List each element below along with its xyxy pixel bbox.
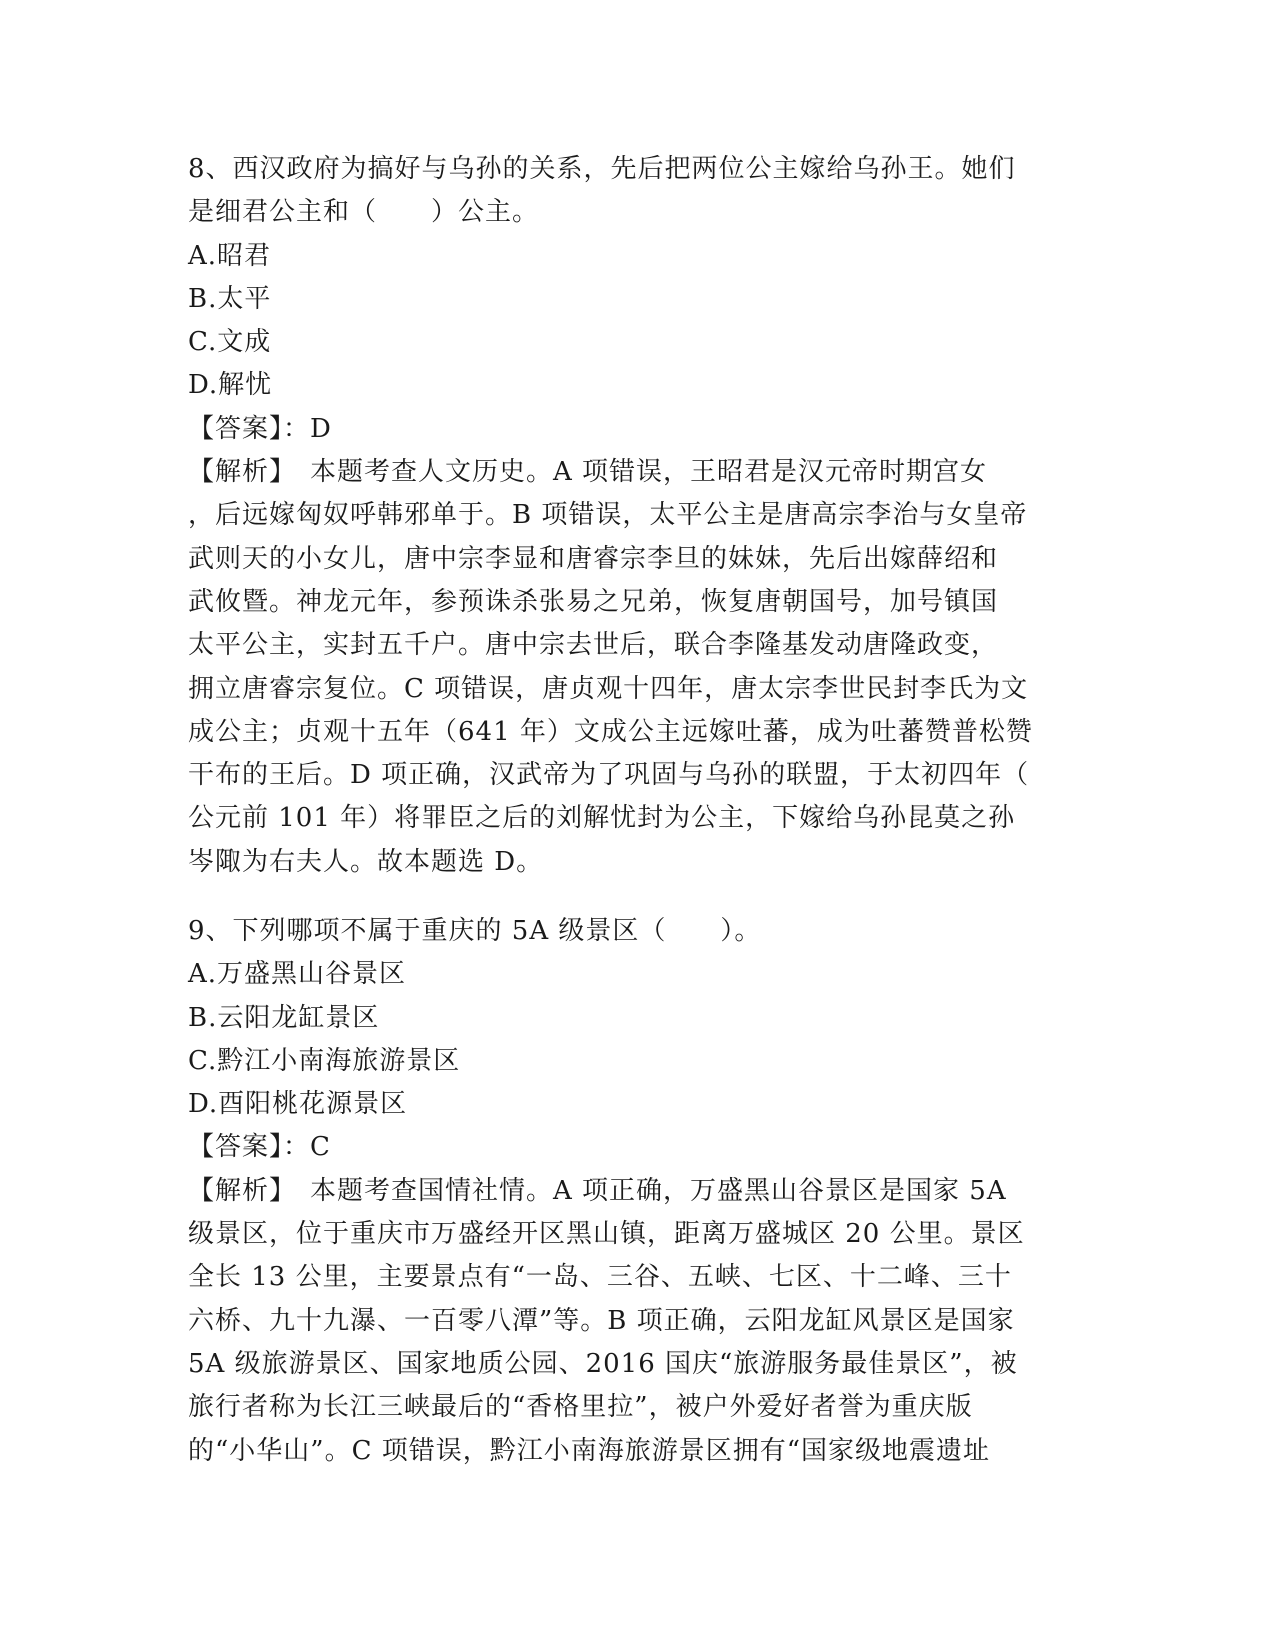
question-8-analysis-line: 干布的王后。D 项正确，汉武帝为了巩固与乌孙的联盟，于太初四年（ — [188, 760, 1030, 791]
question-9-option-c: C.黔江小南海旅游景区 — [188, 1045, 461, 1076]
question-8-analysis-line: 武则天的小女儿，唐中宗李显和唐睿宗李旦的妹妹，先后出嫁薛绍和 — [188, 543, 999, 574]
question-9-analysis-line: 六桥、九十九瀑、一百零八潭”等。B 项正确，云阳龙缸风景区是国家 — [188, 1305, 1015, 1336]
question-8-analysis-line: ，后远嫁匈奴呼韩邪单于。B 项错误，太平公主是唐高宗李治与女皇帝 — [188, 500, 1028, 531]
question-8 — [188, 148, 1088, 884]
question-9-analysis-line: 【解析】 本题考查国情社情。A 项正确，万盛黑山谷景区是国家 5A — [188, 1175, 1007, 1206]
question-8-analysis-line: 太平公主，实封五千户。唐中宗去世后，联合李隆基发动唐隆政变， — [188, 630, 999, 661]
question-8-answer: 【答案】：D — [188, 413, 332, 444]
question-9-stem-line-1: 9、下列哪项不属于重庆的 5A 级景区（ ）。 — [188, 916, 762, 946]
question-9-analysis-line: 全长 13 公里，主要景点有“一岛、三谷、五峡、七区、十二峰、三十 — [188, 1262, 1012, 1293]
question-9-analysis-line: 的“小华山”。C 项错误，黔江小南海旅游景区拥有“国家级地震遗址 — [188, 1435, 991, 1466]
question-8-analysis-line: 公元前 101 年）将罪臣之后的刘解忧封为公主，下嫁给乌孙昆莫之孙 — [188, 803, 1016, 834]
question-8-analysis-line: 武攸暨。神龙元年，参预诛杀张易之兄弟，恢复唐朝国号，加号镇国 — [188, 586, 999, 617]
question-9-option-d: D.酉阳桃花源景区 — [188, 1089, 408, 1120]
question-9-answer: 【答案】：C — [188, 1132, 331, 1163]
question-8-stem-line-2: 是细君公主和（ ）公主。 — [188, 197, 540, 228]
question-8-option-d: D.解忧 — [188, 370, 273, 401]
question-8-analysis-line: 成公主；贞观十五年（641 年）文成公主远嫁吐蕃，成为吐蕃赞普松赞 — [188, 716, 1033, 747]
question-9-analysis-line: 5A 级旅游景区、国家地质公园、2016 国庆“旅游服务最佳景区”，被 — [188, 1348, 1018, 1379]
question-8-analysis-line: 【解析】 本题考查人文历史。A 项错误，王昭君是汉元帝时期宫女 — [188, 457, 988, 488]
question-9-analysis-line: 旅行者称为长江三峡最后的“香格里拉”，被户外爱好者誉为重庆版 — [188, 1392, 973, 1423]
question-9-option-a: A.万盛黑山谷景区 — [188, 959, 407, 990]
question-8-analysis-line: 拥立唐睿宗复位。C 项错误，唐贞观十四年，唐太宗李世民封李氏为文 — [188, 673, 1029, 704]
question-8-option-b: B.太平 — [188, 283, 272, 314]
question-8-stem-line-1: 8、西汉政府为搞好与乌孙的关系，先后把两位公主嫁给乌孙王。她们 — [188, 154, 1016, 184]
question-8-option-c: C.文成 — [188, 327, 272, 358]
question-8-option-a: A.昭君 — [188, 240, 272, 271]
question-9-analysis-line: 级景区，位于重庆市万盛经开区黑山镇，距离万盛城区 20 公里。景区 — [188, 1219, 1025, 1250]
question-8-analysis-line: 岑陬为右夫人。故本题选 D。 — [188, 846, 544, 877]
question-9-option-b: B.云阳龙缸景区 — [188, 1002, 380, 1033]
question-9 — [188, 910, 1088, 1473]
